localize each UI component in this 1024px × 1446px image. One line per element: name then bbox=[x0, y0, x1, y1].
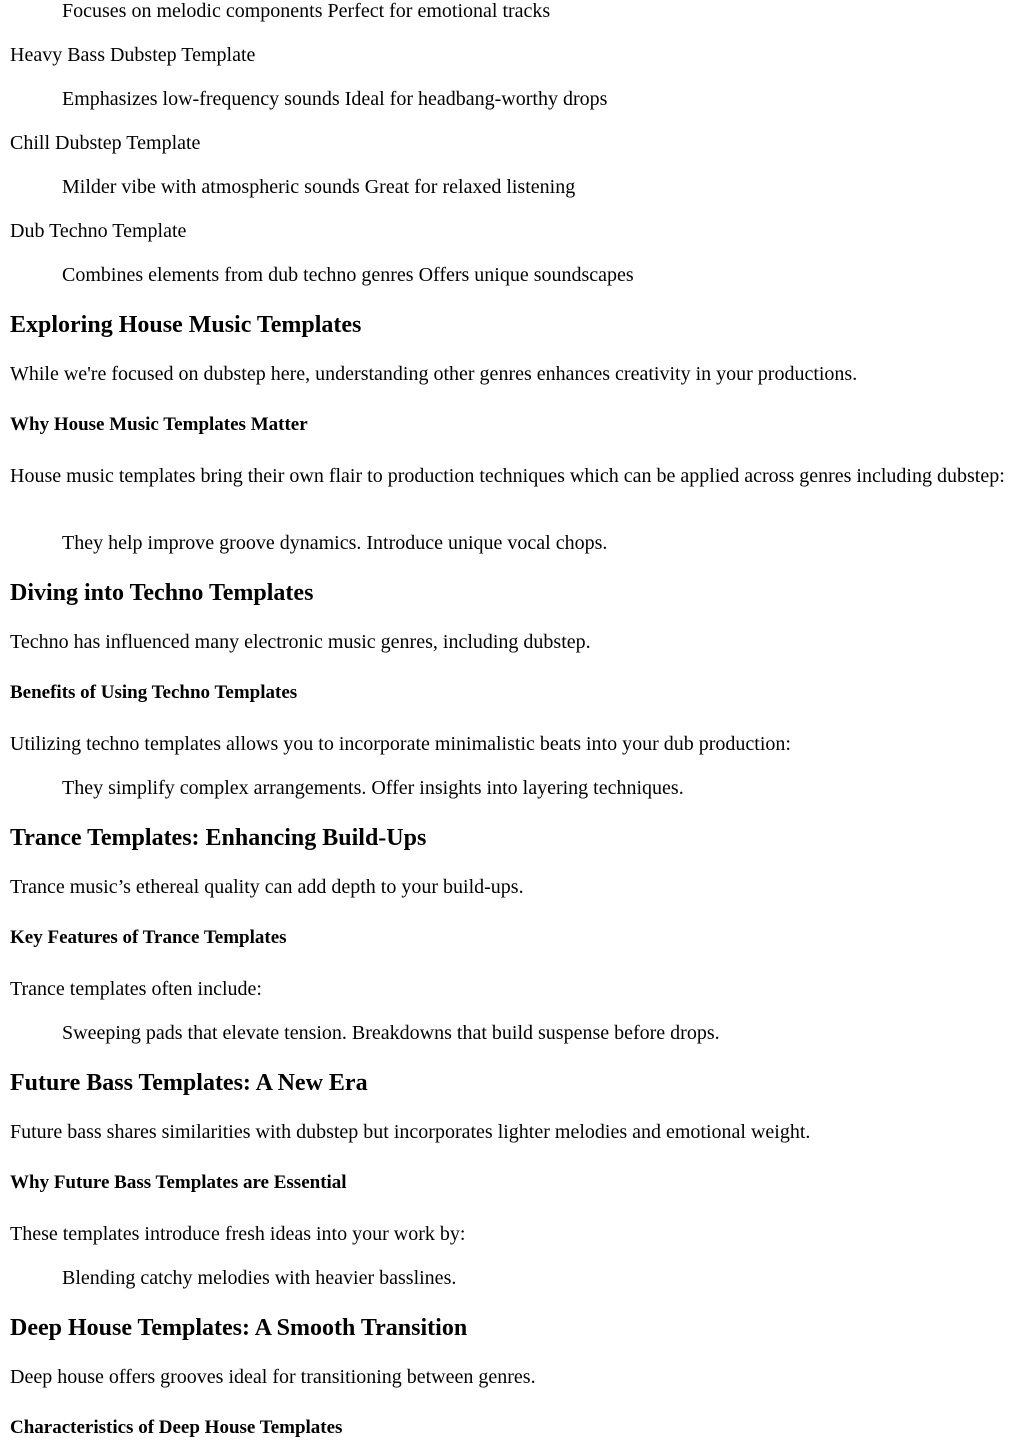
section-body-future-bass: These templates introduce fresh ideas into your work by: bbox=[10, 1223, 466, 1245]
template-desc-dub-techno: Combines elements from dub techno genres Offers unique soundscapes bbox=[62, 264, 634, 286]
section-intro-techno: Techno has influenced many electronic music genres, including dubstep. bbox=[10, 631, 591, 653]
section-intro-deep-house: Deep house offers grooves ideal for transitioning between genres. bbox=[10, 1366, 536, 1388]
section-subheading-techno: Benefits of Using Techno Templates bbox=[10, 682, 298, 703]
template-title-chill: Chill Dubstep Template bbox=[10, 132, 201, 154]
section-heading-techno: Diving into Techno Templates bbox=[10, 580, 314, 606]
template-desc-chill: Milder vibe with atmospheric sounds Great for relaxed listening bbox=[62, 176, 576, 198]
section-list-trance: Sweeping pads that elevate tension. Breakdowns that build suspense before drops. bbox=[62, 1022, 720, 1044]
section-subheading-future-bass: Why Future Bass Templates are Essential bbox=[10, 1172, 347, 1193]
section-heading-trance: Trance Templates: Enhancing Build-Ups bbox=[10, 825, 427, 851]
template-desc-melodic: Focuses on melodic components Perfect for emotional tracks bbox=[62, 0, 551, 22]
section-heading-future-bass: Future Bass Templates: A New Era bbox=[10, 1070, 368, 1096]
section-body-techno: Utilizing techno templates allows you to incorporate minimalistic beats into your dub production: bbox=[10, 733, 791, 755]
template-title-heavy-bass: Heavy Bass Dubstep Template bbox=[10, 44, 256, 66]
section-list-future-bass: Blending catchy melodies with heavier basslines. bbox=[62, 1267, 457, 1289]
section-intro-future-bass: Future bass shares similarities with dubstep but incorporates lighter melodies and emotional weight. bbox=[10, 1121, 811, 1143]
section-body-trance: Trance templates often include: bbox=[10, 978, 262, 1000]
section-list-house: They help improve groove dynamics. Introduce unique vocal chops. bbox=[62, 532, 608, 554]
section-subheading-deep-house: Characteristics of Deep House Templates bbox=[10, 1417, 343, 1438]
section-body-house: House music templates bring their own flair to production techniques which can be applied across genres including dubstep: bbox=[10, 465, 1005, 487]
section-heading-house: Exploring House Music Templates bbox=[10, 312, 362, 338]
section-intro-trance: Trance music’s ethereal quality can add depth to your build-ups. bbox=[10, 876, 524, 898]
section-heading-deep-house: Deep House Templates: A Smooth Transition bbox=[10, 1315, 468, 1341]
section-subheading-house: Why House Music Templates Matter bbox=[10, 414, 308, 435]
section-intro-house: While we're focused on dubstep here, understanding other genres enhances creativity in your productions. bbox=[10, 363, 858, 385]
section-subheading-trance: Key Features of Trance Templates bbox=[10, 927, 287, 948]
template-desc-heavy-bass: Emphasizes low-frequency sounds Ideal for headbang-worthy drops bbox=[62, 88, 608, 110]
template-title-dub-techno: Dub Techno Template bbox=[10, 220, 187, 242]
section-list-techno: They simplify complex arrangements. Offer insights into layering techniques. bbox=[62, 777, 684, 799]
